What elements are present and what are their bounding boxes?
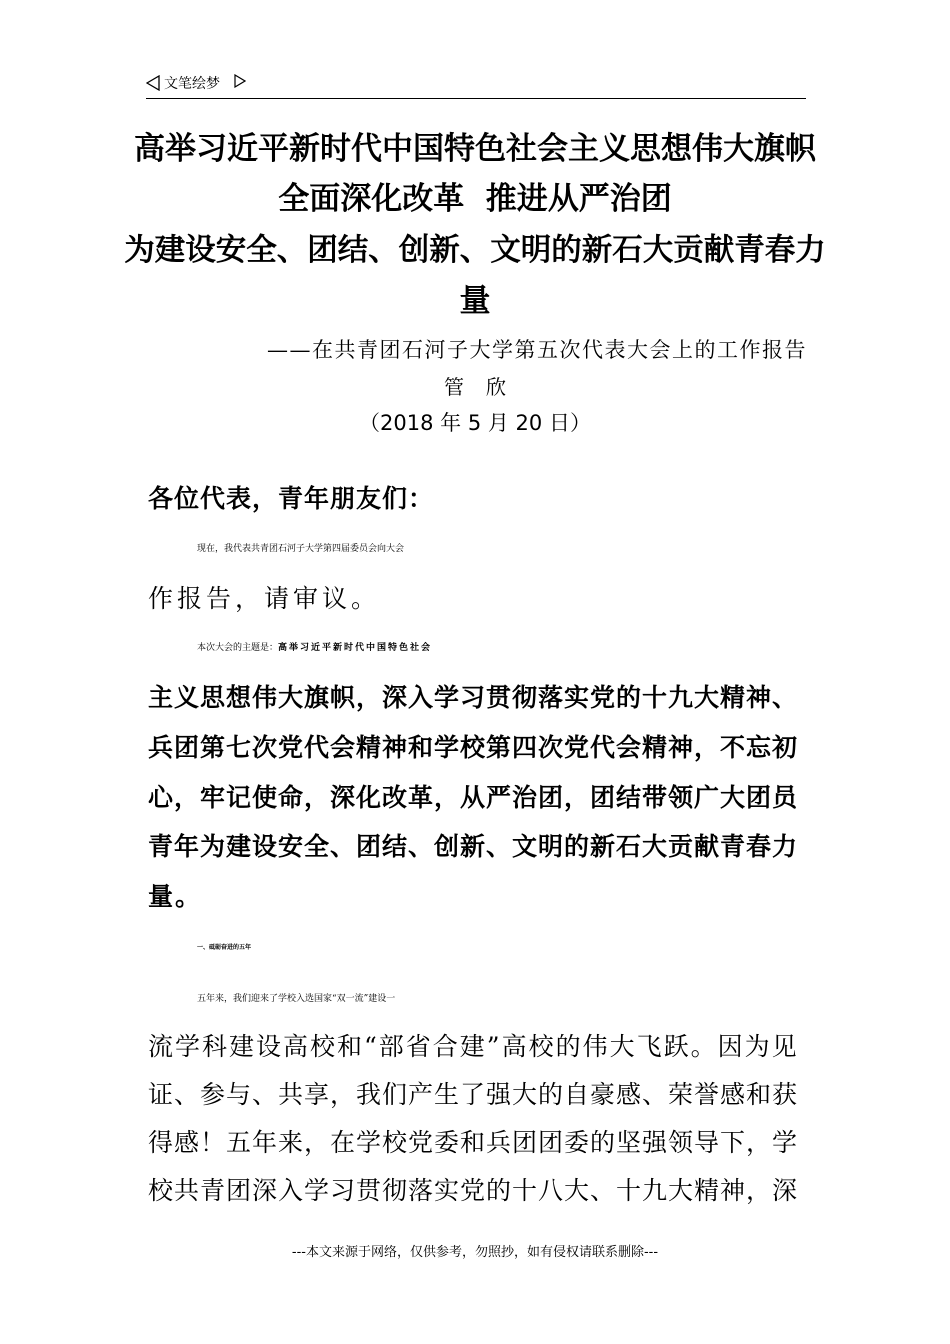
- para1-line-2: 作报告，请审议。: [148, 584, 381, 613]
- para2-line-6: 量。: [148, 882, 203, 911]
- para3-line-2: 流学科建设高校和“部省合建”高校的伟大飞跃。因为见: [148, 1032, 799, 1061]
- subtitle: ——在共青团石河子大学第五次代表大会上的工作报告: [267, 338, 807, 362]
- title-line-1: 高举习近平新时代中国特色社会主义思想伟大旗帜: [134, 131, 816, 167]
- title-line-2: 全面深化改革 推进从严治团: [278, 181, 672, 217]
- para2-line-3: 兵团第七次党代会精神和学校第四次党代会精神，不忘初: [148, 733, 799, 762]
- header-text: 文笔绘梦: [164, 76, 220, 92]
- page-header: [146, 74, 806, 99]
- author-name-a: 管: [444, 375, 464, 399]
- title-line-3: 为建设安全、团结、创新、文明的新石大贡献青春力: [124, 232, 826, 268]
- para2-line-1: [197, 632, 857, 664]
- page-footer-disclaimer: ---本文来源于网络，仅供参考，勿照抄，如有侵权请联系删除---: [291, 1245, 659, 1260]
- report-date: （2018 年 5 月 20 日）: [359, 411, 591, 435]
- triangle-left-icon: [146, 75, 160, 91]
- para3-line-3: 证、参与、共享，我们产生了强大的自豪感、荣誉感和获: [148, 1080, 799, 1109]
- para1-line-1: 现在，我代表共青团石河子大学第四届委员会向大会: [197, 544, 405, 554]
- para2-line-5: 青年为建设安全、团结、创新、文明的新石大贡献青春力: [148, 832, 799, 861]
- para2-line-4: 心，牢记使命，深化改革，从严治团，团结带领广大团员: [148, 783, 799, 812]
- author-name-b: 欣: [486, 375, 506, 399]
- para3-line-1: 五年来，我们迎来了学校入选国家“双一流”建设一: [197, 994, 396, 1004]
- para2-intro: 本次大会的主题是：: [197, 643, 279, 653]
- section-heading-1: 一、砥砺奋进的五年: [197, 944, 252, 951]
- triangle-right-icon: [234, 74, 246, 88]
- para2-theme-start: 高举习近平新时代中国特色社会: [278, 643, 433, 653]
- author: [0, 374, 950, 400]
- title-line-4: 量: [459, 283, 491, 319]
- para3-line-5: 校共青团深入学习贯彻落实党的十八大、十九大精神，深: [148, 1176, 799, 1205]
- salutation: 各位代表，青年朋友们：: [148, 484, 435, 513]
- para2-line-2: 主义思想伟大旗帜，深入学习贯彻落实党的十九大精神、: [148, 683, 799, 712]
- para3-line-4: 得感！五年来，在学校党委和兵团团委的坚强领导下，学: [148, 1128, 799, 1157]
